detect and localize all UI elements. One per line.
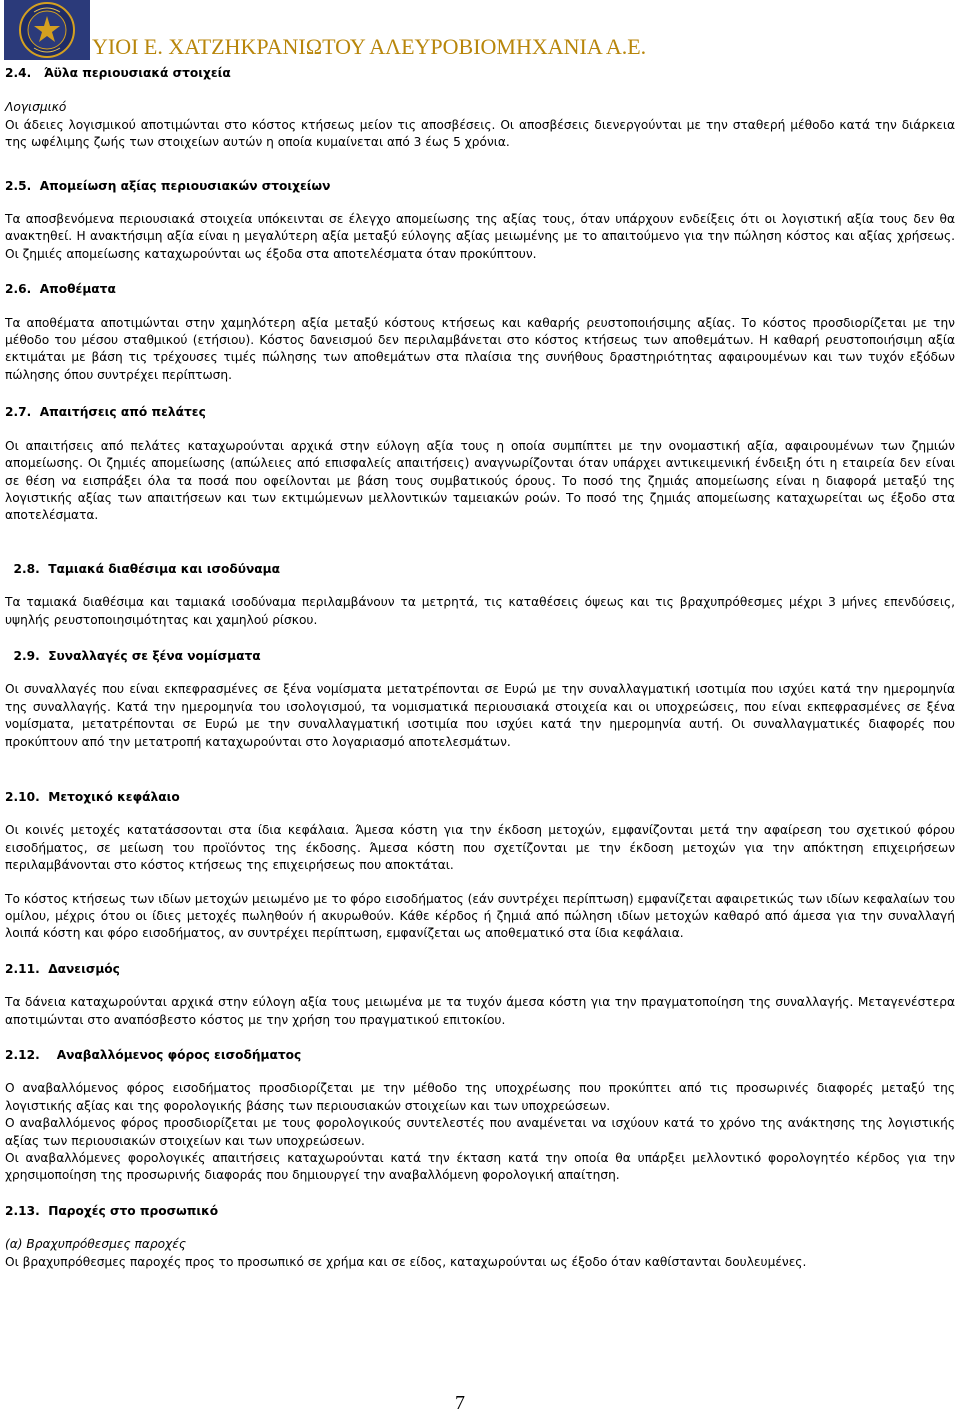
section-heading (5, 961, 955, 978)
section-heading (5, 789, 955, 806)
paragraph: Τα δάνεια καταχωρούνται αρχικά στην εύλογη αξία τους μειωμένα με τα τυχόν άμεσα κόστη για την πραγματοποίηση της συναλλαγής. Μεταγενέστερα αποτιμώνται στο αναπόσβεστο κόστος με την χρήση του πραγματικού επιτοκίου. (5, 995, 955, 1027)
section-number: 2.6. (5, 282, 32, 297)
section-number: 2.9. (13, 648, 40, 663)
section-heading (5, 561, 955, 578)
section-heading (5, 648, 955, 665)
section-2-4 (5, 65, 955, 152)
paragraph: Οι άδειες λογισμικού αποτιμώνται στο κόστος κτήσεως μείον τις αποσβέσεις. Οι αποσβέσεις διενεργούνται με την σταθερή μέθοδο κατά την διάρκεια της ωφέλιμης ζωής των στοιχείων αυτών η οποία κυμαίνεται από 3 έως 5 χρόνια. (5, 117, 955, 150)
section-title: Απαιτήσεις από πελάτες (39, 405, 206, 420)
company-logo (4, 0, 90, 60)
paragraph: Οι συναλλαγές που είναι εκπεφρασμένες σε ξένα νομίσματα μετατρέπονται σε Ευρώ με την συναλλαγματική ισοτιμία που ισχύει κατά την ημερομηνία της συναλλαγής. Κατά την ημερομηνία του ισολογισμού, τα νομισματικά περιουσιακά στοιχεία και οι υποχρεώσεις, που είναι εκπεφρασμένες σε ξένα νομίσματα, μετατρέπονται σε Ευρώ με την συναλλαγματική ισοτιμία που ισχύει κατά την ημερομηνία αυτή. Οι συναλλαγματικές διαφορές που προκύπτουν από την μετατροπή καταχωρούνται στο λογαριασμό αποτελεσμάτων. (5, 682, 955, 749)
page-number: 7 (455, 1392, 465, 1414)
section-title: Συναλλαγές σε ξένα νομίσματα (48, 648, 261, 663)
paragraph: Οι αναβαλλόμενες φορολογικές απαιτήσεις καταχωρούνται κατά την έκταση κατά την οποία θα υπάρξει μελλοντικό φορολογητέο κέρδος για την χρησιμοποίηση της προσωρινής διαφοράς που δημιουργεί την αναβαλλόμενη φορολογική απαίτηση. (5, 1151, 955, 1183)
paragraph: Ο αναβαλλόμενος φόρος προσδιορίζεται με τους φορολογικούς συντελεστές που αναμένεται να ισχύουν κατά το χρόνο της ανάκτησης της λογιστικής αξίας των περιουσιακών στοιχείων και των υποχρεώσεων. (5, 1116, 955, 1148)
section-2-13 (5, 1203, 955, 1271)
section-title: Δανεισμός (48, 961, 120, 976)
paragraph: Τα ταμιακά διαθέσιμα και ταμιακά ισοδύναμα περιλαμβάνουν τα μετρητά, τις καταθέσεις όψεως και τις βραχυπρόθεσμες μέχρι 3 μήνες επενδύσεις, υψηλής ρευστοποιησιμότητας και χαμηλού ρίσκου. (5, 595, 955, 627)
section-title: Ταμιακά διαθέσιμα και ισοδύναμα (48, 561, 281, 576)
section-2-5 (5, 178, 955, 264)
section-2-11 (5, 961, 955, 1029)
section-2-8 (5, 561, 955, 629)
section-title: Αναβαλλόμενος φόρος εισοδήματος (56, 1048, 302, 1063)
section-number: 2.8. (13, 561, 40, 576)
paragraph: Οι κοινές μετοχές κατατάσσονται στα ίδια κεφάλαια. Άμεσα κόστη για την έκδοση μετοχών, εμφανίζονται μετά την αφαίρεση του σχετικού φόρου εισοδήματος, σε μείωση του προϊόντος της έκδοσης. Άμεσα κόστη που σχετίζονται με την έκδοση μετοχών για την απόκτηση επιχειρήσεων περιλαμβάνονται στο κόστος κτήσεως της επιχειρήσεως που αποκτάται. (5, 823, 955, 873)
section-number: 2.4. (5, 66, 32, 80)
section-title: Άϋλα περιουσιακά στοιχεία (43, 66, 231, 80)
section-number: 2.7. (5, 405, 32, 420)
section-2-12 (5, 1047, 955, 1185)
section-2-7 (5, 404, 955, 524)
section-title: Παροχές στο προσωπικό (48, 1203, 219, 1218)
paragraph: Τα αποθέματα αποτιμώνται στην χαμηλότερη αξία μεταξύ κόστους κτήσεως και καθαρής ρευστοποιήσιμης αξίας. Το κόστος προσδιορίζεται με την μέθοδο του μέσου σταθμικού (ετήσιου). Κόστος δανεισμού δεν περιλαμβάνεται στο κόστος κτήσεως των αποθεμάτων. Η καθαρή ρευστοποιήσιμη αξία εκτιμάται με βάση τις τρέχουσες τιμές πώλησης των αποθεμάτων στα πλαίσια της συνήθους δραστηριότητας αφαιρουμένων και των τυχόν εξόδων πώλησης όπου συντρέχει περίπτωση. (5, 315, 955, 382)
company-title: ΥΙΟΙ Ε. ΧΑΤΖΗΚΡΑΝΙΩΤΟΥ ΑΛΕΥΡΟΒΙΟΜΗΧΑΝΙΑ Α.Ε. (92, 34, 647, 59)
section-2-6 (5, 281, 955, 384)
section-number: 2.5. (5, 178, 32, 193)
subheading: Λογισμικό (5, 100, 67, 115)
section-number: 2.10. (5, 789, 40, 804)
section-number: 2.13. (5, 1203, 40, 1218)
section-heading (5, 178, 955, 195)
section-title: Μετοχικό κεφάλαιο (48, 789, 180, 804)
paragraph: Τα αποσβενόμενα περιουσιακά στοιχεία υπόκεινται σε έλεγχο απομείωσης της αξίας τους, όταν υπάρχουν ενδείξεις ότι οι λογιστική αξία τους δεν θα ανακτηθεί. Η ανακτήσιμη αξία είναι η μεγαλύτερη αξία μεταξύ εύλογης αξίας μειωμένης με το απαιτούμενο για την πώληση κόστος και αξίας χρήσεως. Οι ζημιές απομείωσης καταχωρούνται ως έξοδα στα αποτελέσματα όταν προκύπτουν. (5, 212, 955, 261)
subheading: (α) Βραχυπρόθεσμες παροχές (5, 1237, 186, 1252)
document-body (5, 65, 955, 1271)
section-title: Αποθέματα (39, 282, 116, 297)
paragraph: Το κόστος κτήσεως των ιδίων μετοχών μειωμένο με το φόρο εισοδήματος (εάν συντρέχει περίπτωση) εμφανίζεται αφαιρετικώς των ιδίων κεφαλαίων του ομίλου, μέχρις ότου οι ίδιες μετοχές πωληθούν ή ακυρωθούν. Κάθε κέρδος ή ζημιά από πώληση ιδίων μετοχών καθαρό από άμεσα για την συναλλαγή λοιπά κόστη και φόρο εισοδήματος, αν συντρέχει περίπτωση, εμφανίζεται ως αποθεματικό στα ίδια κεφάλαια. (5, 891, 955, 941)
section-heading (5, 65, 955, 82)
section-heading (5, 281, 955, 298)
section-number: 2.11. (5, 961, 40, 976)
section-heading (5, 1203, 955, 1220)
section-number: 2.12. (5, 1048, 40, 1063)
section-heading (5, 404, 955, 421)
section-heading (5, 1047, 955, 1064)
section-2-10 (5, 789, 955, 943)
paragraph: Οι απαιτήσεις από πελάτες καταχωρούνται αρχικά στην εύλογη αξία τους η οποία συμπίπτει με την ονομαστική αξία, αφαιρουμένων των ζημιών απομείωσης. Οι ζημιές απομείωσης (απώλειες από επισφαλείς απαιτήσεις) αναγνωρίζονται όταν υπάρχει αντικειμενική ένδειξη ότι η εταιρεία δεν είναι σε θέση να εισπράξει όλα τα ποσά που οφείλονται με βάση τους συμβατικούς όρους. Το ποσό της ζημιάς απομείωσης είναι η διαφορά μεταξύ της λογιστικής αξίας των απαιτήσεων και των εκτιμώμενων μελλοντικών ταμειακών ροών. Το ποσό της ζημιάς απομείωσης καταχωρείται ως έξοδο στα αποτελέσματα. (5, 438, 955, 523)
section-title: Απομείωση αξίας περιουσιακών στοιχείων (39, 178, 331, 193)
section-2-9 (5, 648, 955, 751)
paragraph: Ο αναβαλλόμενος φόρος εισοδήματος προσδιορίζεται με την μέθοδο της υποχρέωσης που προκύπτει από τις προσωρινές διαφορές μεταξύ της λογιστικής αξίας και της φορολογικής βάσης των περιουσιακών στοιχείων και των υποχρεώσεων. (5, 1081, 955, 1113)
paragraph: Οι βραχυπρόθεσμες παροχές προς το προσωπικό σε χρήμα και σε είδος, καταχωρούνται ως έξοδο όταν καθίστανται δουλευμένες. (5, 1254, 807, 1269)
